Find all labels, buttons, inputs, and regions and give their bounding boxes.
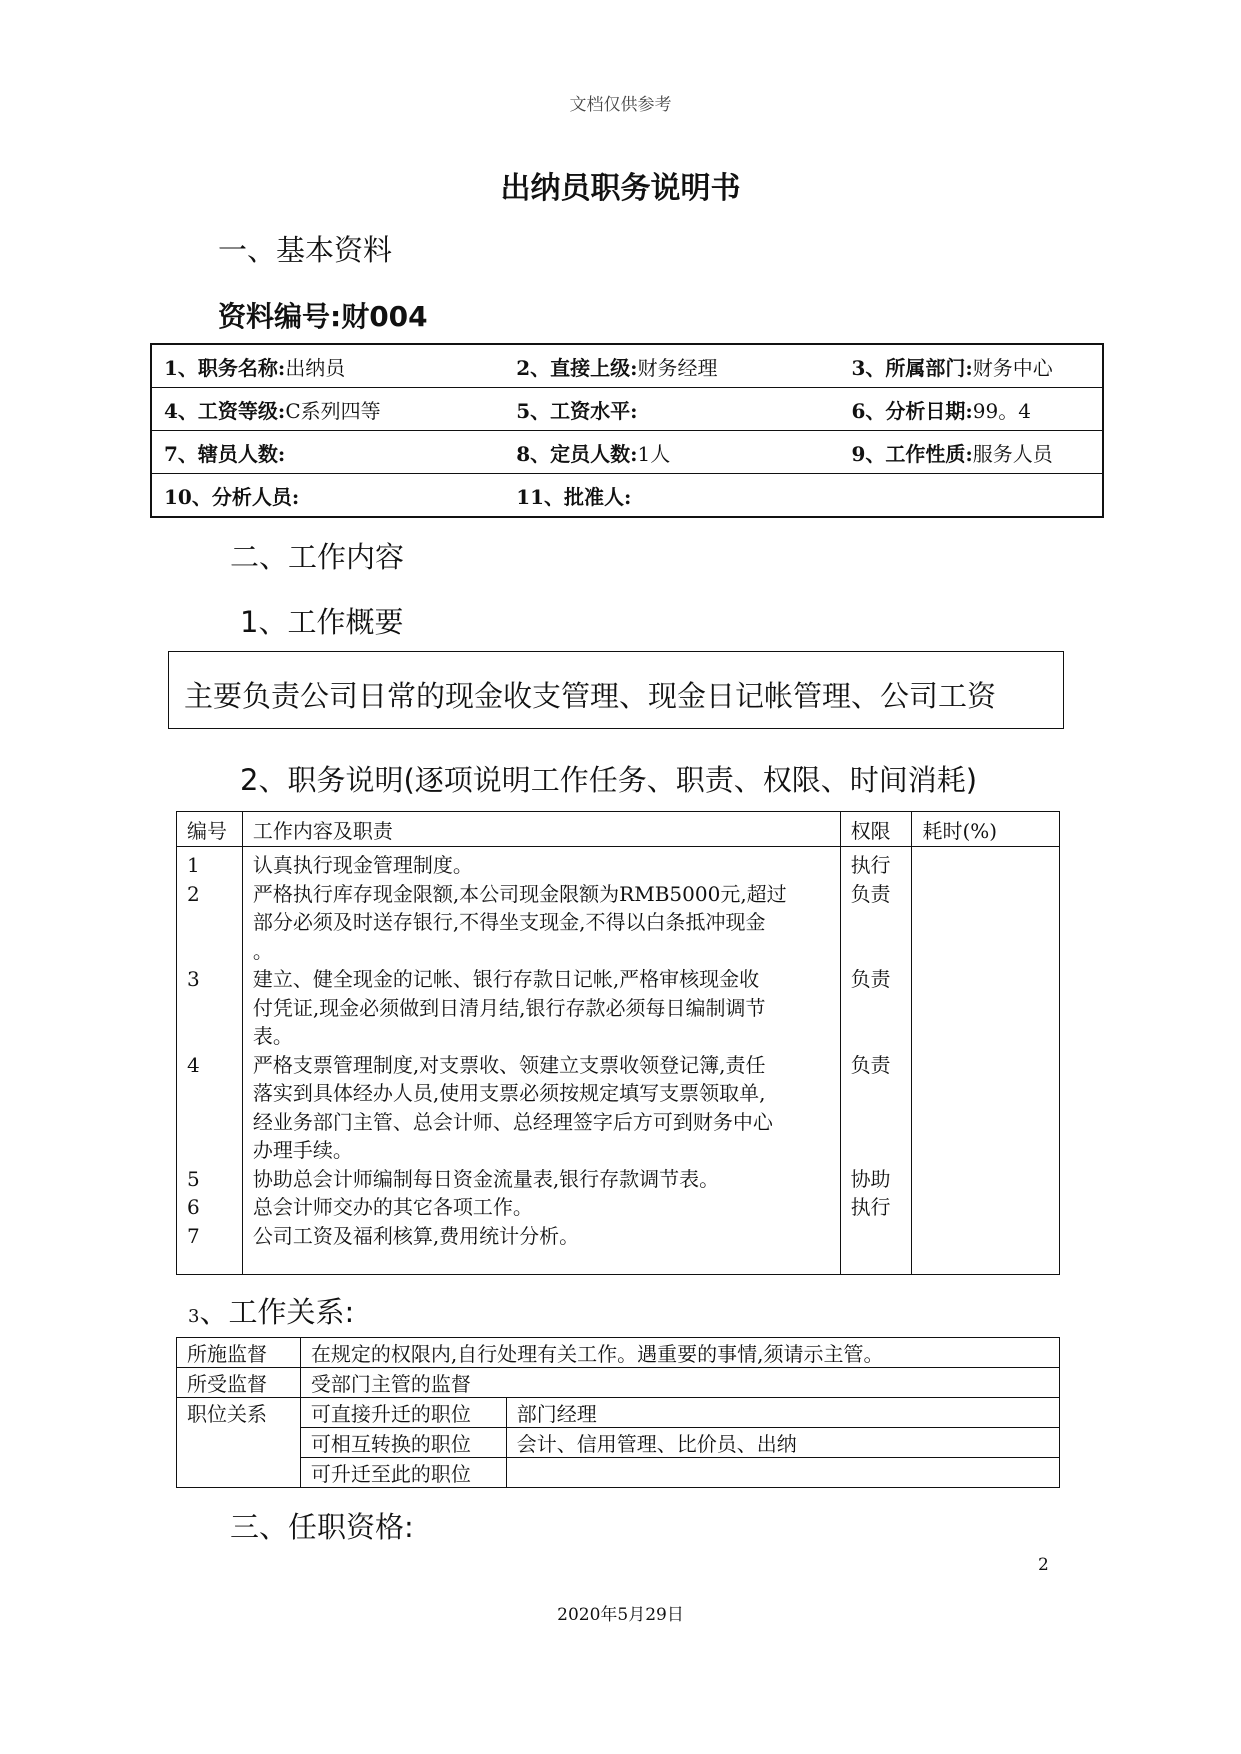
position-label: 可升迁至此的职位 (300, 1458, 506, 1488)
position-value: 部门经理 (506, 1398, 1059, 1428)
info-value: 99。4 (972, 398, 1031, 423)
info-cell (151, 344, 504, 388)
duty-content-line: 经业务部门主管、总会计师、总经理签字后方可到财务中心 (252, 1109, 773, 1134)
document-title: 出纳员职务说明书 (500, 171, 741, 206)
table-row (151, 344, 1103, 388)
table-row (177, 1368, 1060, 1398)
info-cell (504, 431, 839, 474)
work-summary-text: 主要负责公司日常的现金收支管理、现金日记帐管理、公司工资 (184, 679, 997, 713)
section-number: 3 (188, 1306, 200, 1327)
info-cell (504, 388, 839, 431)
relation-label: 所受监督 (177, 1368, 301, 1398)
duty-content-line: 总会计师交办的其它各项工作。 (252, 1195, 533, 1219)
duty-content-line: 认真执行现金管理制度。 (252, 853, 473, 877)
column-header: 编号 (177, 812, 243, 847)
duty-content-line: 严格执行库存现金限额,本公司现金限额为RMB5000元,超过 (252, 881, 787, 906)
duty-number (187, 937, 242, 966)
duty-content-line: 部分必须及时送存银行,不得坐支现金,不得以白条抵冲现金 (252, 910, 766, 934)
info-cell (504, 344, 839, 388)
relation-value: 在规定的权限内,自行处理有关工作。遇重要的事情,须请示主管。 (300, 1338, 1059, 1368)
duty-authority: 执行 (850, 853, 891, 877)
subheading-work-summary: 1、工作概要 (240, 605, 404, 639)
duty-number: 3 (187, 967, 200, 991)
info-label: 6、分析日期: (851, 398, 973, 423)
duty-number: 4 (187, 1052, 200, 1077)
table-row (177, 1398, 1060, 1428)
basic-info-table (150, 343, 1104, 518)
info-value: C系列四等 (285, 398, 381, 423)
footer-date: 2020年5月29日 (557, 1605, 684, 1625)
position-label: 可相互转换的职位 (300, 1428, 506, 1458)
document-id: 资料编号:财004 (218, 300, 428, 333)
info-cell (151, 431, 504, 474)
duty-number: 1 (187, 853, 200, 877)
work-relations-table (176, 1337, 1060, 1488)
info-label: 11、批准人: (516, 484, 632, 509)
table-row (177, 847, 1060, 1275)
info-cell (839, 431, 1103, 474)
duty-authority (851, 1079, 912, 1108)
table-row (177, 1458, 1060, 1488)
position-label: 可直接升迁的职位 (300, 1398, 506, 1428)
duty-time-cell (912, 847, 1060, 1275)
duty-number-cell (177, 847, 243, 1275)
info-label: 3、所属部门: (851, 355, 973, 380)
info-value: 1人 (637, 441, 671, 466)
duty-number (187, 994, 242, 1023)
duty-content-line: 公司工资及福利核算,费用统计分析。 (252, 1223, 580, 1248)
duty-authority: 执行 (850, 1195, 891, 1219)
duty-number (187, 1136, 242, 1165)
duty-authority: 负责 (850, 967, 891, 991)
page-number: 2 (1038, 1555, 1049, 1575)
info-label: 5、工资水平: (516, 398, 638, 423)
info-label: 8、定员人数: (516, 441, 638, 466)
info-value: 财务中心 (972, 355, 1053, 380)
duty-authority (851, 937, 912, 966)
duty-content-line: 协助总会计师编制每日资金流量表,银行存款调节表。 (252, 1166, 720, 1191)
duty-content-cell (242, 847, 840, 1275)
section-title: 、工作关系: (199, 1295, 355, 1329)
table-row (151, 474, 1103, 518)
info-value: 服务人员 (972, 441, 1053, 466)
info-label: 7、辖员人数: (164, 441, 286, 466)
relation-label: 所施监督 (177, 1338, 301, 1368)
duty-authority-cell (840, 847, 912, 1275)
info-label: 2、直接上级: (516, 355, 638, 380)
column-header: 工作内容及职责 (242, 812, 840, 847)
duty-authority: 负责 (850, 1052, 891, 1077)
table-row (177, 1428, 1060, 1458)
info-cell (151, 474, 504, 518)
duty-content-line: 建立、健全现金的记帐、银行存款日记帐,严格审核现金收 (252, 967, 760, 991)
duty-number: 7 (187, 1223, 200, 1248)
duty-content-line: 付凭证,现金必须做到日清月结,银行存款必须每日编制调节 (252, 995, 766, 1020)
column-header: 耗时(%) (912, 812, 1060, 847)
table-row (151, 388, 1103, 431)
column-header: 权限 (840, 812, 912, 847)
position-value: 会计、信用管理、比价员、出纳 (506, 1428, 1059, 1458)
table-row (177, 1338, 1060, 1368)
info-value: 财务经理 (637, 355, 718, 380)
duty-content-line: 表。 (252, 1024, 293, 1048)
info-cell (839, 344, 1103, 388)
duty-authority (851, 908, 912, 937)
duty-authority (851, 1136, 912, 1165)
duty-content-line: 严格支票管理制度,对支票收、领建立支票收领登记簿,责任 (252, 1052, 766, 1077)
header-note: 文档仅供参考 (569, 95, 672, 115)
duty-number (187, 908, 242, 937)
duty-content-line: 办理手续。 (252, 1138, 353, 1162)
section-heading-basic-info: 一、基本资料 (218, 233, 393, 267)
table-header-row (177, 812, 1060, 847)
duty-authority (851, 1022, 912, 1051)
section-heading-qualifications: 三、任职资格: (230, 1510, 414, 1544)
duty-number: 6 (187, 1195, 200, 1219)
duty-number (187, 1079, 242, 1108)
duty-number: 5 (187, 1166, 200, 1191)
info-label: 9、工作性质: (851, 441, 973, 466)
duty-table (176, 811, 1060, 1275)
position-value (506, 1458, 1059, 1488)
info-cell (504, 474, 839, 518)
subheading-work-relations (188, 1290, 354, 1331)
relation-label: 职位关系 (177, 1398, 301, 1488)
info-value: 出纳员 (285, 355, 346, 380)
section-heading-work-content: 二、工作内容 (230, 540, 405, 574)
subheading-duty-description: 2、职务说明(逐项说明工作任务、职责、权限、时间消耗) (240, 763, 978, 797)
duty-authority: 负责 (850, 881, 891, 906)
duty-authority (851, 1222, 912, 1251)
duty-content-line: 落实到具体经办人员,使用支票必须按规定填写支票领取单, (252, 1081, 766, 1105)
duty-number: 2 (187, 881, 200, 906)
info-label: 1、职务名称: (164, 355, 286, 380)
duty-authority: 协助 (850, 1166, 891, 1191)
info-label: 4、工资等级: (164, 398, 286, 423)
duty-number (187, 1108, 242, 1137)
info-label: 10、分析人员: (164, 484, 300, 509)
duty-authority (851, 1108, 912, 1137)
info-cell (839, 388, 1103, 431)
info-cell (839, 474, 1103, 518)
duty-content-line: 。 (252, 938, 273, 963)
duty-authority (851, 994, 912, 1023)
duty-number (187, 1022, 242, 1051)
relation-value: 受部门主管的监督 (300, 1368, 1059, 1398)
table-row (151, 431, 1103, 474)
info-cell (151, 388, 504, 431)
